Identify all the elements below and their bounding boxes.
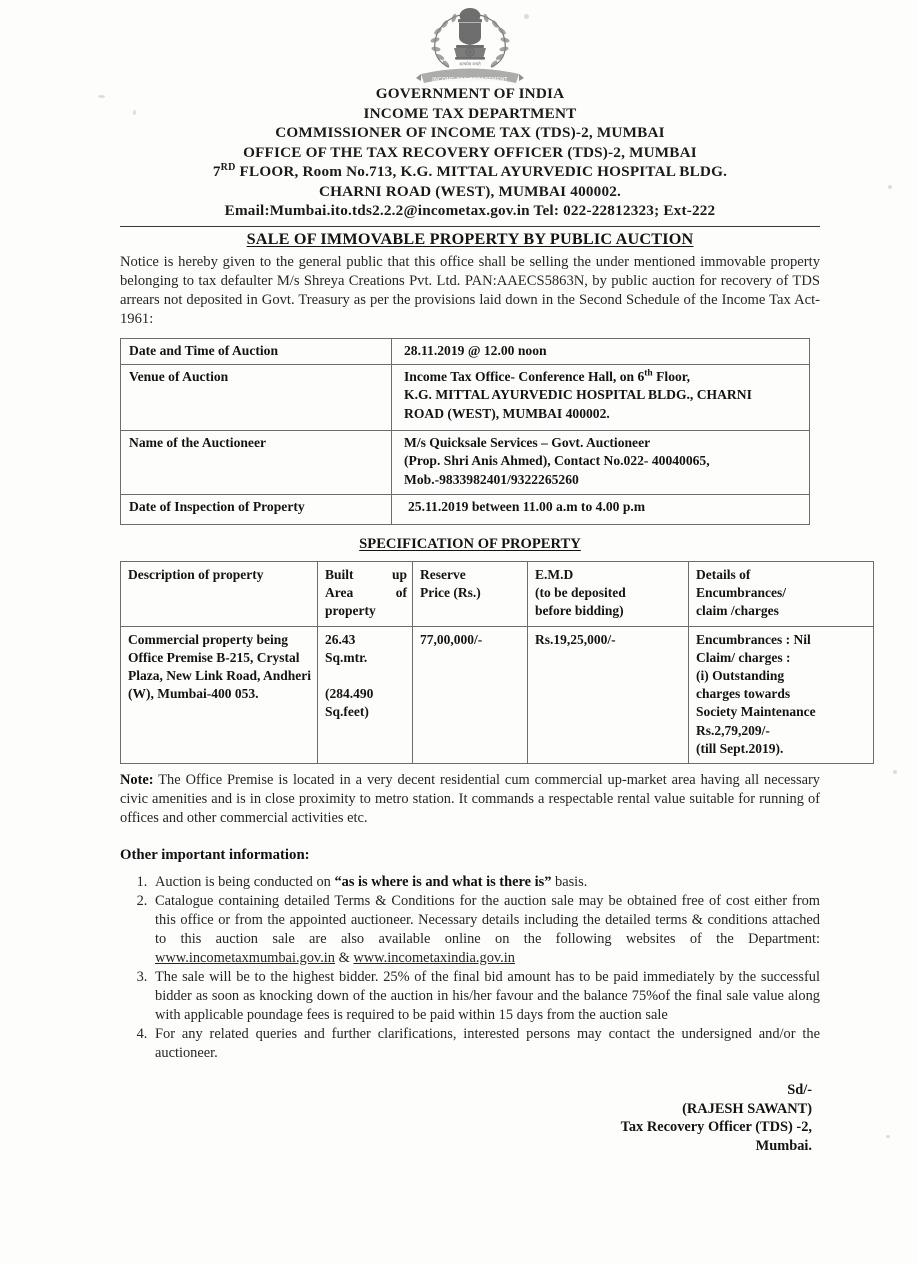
signature-designation: Tax Recovery Officer (TDS) -2, xyxy=(620,1119,812,1136)
auctioneer-line1: M/s Quicksale Services – Govt. Auctioneer xyxy=(404,434,651,450)
built-up-line1 xyxy=(325,566,407,584)
list-item: 3. The sale will be to the highest bidder. 25% of the final bid amount has to be paid immediately by the successful bidder as soon as knocking down of the auction in his/her favour and the balance 75%of the final sale value along with applicable poundage fees is required to be paid within 15 days from the auction sale xyxy=(151,968,820,1025)
encumbrance-hdr-line3: claim /charges xyxy=(696,603,779,619)
signature-name: (RAJESH SAWANT) xyxy=(682,1100,812,1117)
venue-floor-ordinal: th xyxy=(644,368,653,379)
header-line-office: OFFICE OF THE TAX RECOVERY OFFICER (TDS)-2, MUMBAI xyxy=(243,143,697,161)
cell-label-auctioneer: Name of the Auctioneer xyxy=(121,430,392,494)
header-line-commissioner: COMMISSIONER OF INCOME TAX (TDS)-2, MUMBAI xyxy=(275,124,665,141)
page-title: SALE OF IMMOVABLE PROPERTY BY PUBLIC AUCTION xyxy=(246,229,694,248)
area-sqmtr-unit: Sq.mtr. xyxy=(325,649,368,665)
cell-value-inspection: 25.11.2019 between 11.00 a.m to 4.00 p.m xyxy=(392,494,810,524)
signature-sd: Sd/- xyxy=(787,1081,812,1098)
header-line-address xyxy=(120,162,820,182)
auctioneer-line3: Mob.-9833982401/9322265260 xyxy=(404,471,579,487)
emblem-motto: सत्यमेव जयते xyxy=(459,61,481,67)
emd-line2: (to be deposited xyxy=(535,585,626,601)
scan-artifact xyxy=(893,770,897,774)
cell-label-date-time: Date and Time of Auction xyxy=(121,338,392,364)
scan-artifact xyxy=(888,185,892,189)
list-item xyxy=(151,892,820,968)
cell-emd-amount: Rs.19,25,000/- xyxy=(528,626,689,763)
item1-emphasis: “as is where is and what is there is” xyxy=(334,873,552,890)
emblem-container xyxy=(120,0,820,84)
cell-value-date-time: 28.11.2019 @ 12.00 noon xyxy=(392,338,810,364)
income-tax-department-emblem xyxy=(411,4,529,84)
area-sqfeet-value: (284.490 xyxy=(325,685,374,701)
table-row xyxy=(121,364,810,430)
table-row xyxy=(121,626,874,763)
other-information-heading: Other important information: xyxy=(120,846,310,863)
cell-value-venue xyxy=(392,364,810,430)
cell-built-up-area xyxy=(318,626,413,763)
list-item xyxy=(151,873,820,892)
header-line-department: INCOME TAX DEPARTMENT xyxy=(363,104,577,122)
area-sqmtr-value: 26.43 xyxy=(325,631,356,647)
item1-post: basis. xyxy=(551,873,588,890)
specification-table xyxy=(120,561,874,764)
note-text: The Office Premise is located in a very decent residential cum commercial up-market area having all necessary civic amenities and is in close proximity to metro station. It commands a respectable rental value suitable for running of offices and other commercial activities etc. xyxy=(120,771,820,826)
notice-paragraph: Notice is hereby given to the general public that this office shall be selling the under mentioned immovable property belonging to tax defaulter M/s Shreya Creations Pvt. Ltd. PAN:AAECS5863N, by public auction for recovery of TDS arrears not deposited in Govt. Treasury as per the provisions laid down in the Second Schedule of the Income Tax Act-1961: xyxy=(120,253,820,327)
encumbrance-line: Rs.2,79,209/- xyxy=(696,722,770,738)
venue-line1-post: Floor, xyxy=(652,368,690,384)
signature-block xyxy=(120,1081,820,1155)
encumbrance-hdr-line1: Details of xyxy=(696,566,751,582)
signature-place: Mumbai. xyxy=(755,1137,812,1154)
spacer xyxy=(325,667,407,685)
up-word: up xyxy=(391,566,407,582)
table-row xyxy=(121,338,810,364)
cell-label-inspection: Date of Inspection of Property xyxy=(121,494,392,524)
encumbrance-line: (i) Outstanding xyxy=(696,667,785,683)
item2-separator: & xyxy=(334,949,354,966)
floor-number: 7 xyxy=(212,163,221,180)
header-line-govt: GOVERNMENT OF INDIA xyxy=(375,85,565,102)
of-word: of xyxy=(395,585,407,601)
encumbrance-hdr-line2: Encumbrances/ xyxy=(696,585,787,601)
col-header-reserve-price xyxy=(413,561,528,626)
document-content xyxy=(120,0,820,1155)
link-incometaxindia[interactable]: www.incometaxindia.gov.in xyxy=(353,949,515,966)
item2-text: Catalogue containing detailed Terms & Conditions for the auction sale may be obtained free of cost either from this office or from the appointed auctioneer. Necessary details including the detailed terms & conditions attached to this auction sale are also available online on the following websites of the Department: xyxy=(155,892,820,947)
venue-line3: ROAD (WEST), MUMBAI 400002. xyxy=(404,405,610,421)
cell-encumbrances-details xyxy=(689,626,874,763)
auction-details-table xyxy=(120,338,810,525)
col-header-built-up-area xyxy=(318,561,413,626)
note-paragraph xyxy=(120,771,820,828)
header-block xyxy=(120,84,820,221)
encumbrance-line: Encumbrances : Nil xyxy=(696,631,811,647)
encumbrance-line: Claim/ charges : xyxy=(696,649,791,665)
floor-address-rest: FLOOR, Room No.713, K.G. MITTAL AYURVEDIC HOSPITAL BLDG. xyxy=(235,163,728,180)
scan-artifact xyxy=(886,1135,890,1138)
header-divider xyxy=(120,226,820,227)
specification-title: SPECIFICATION OF PROPERTY xyxy=(359,535,581,552)
built-up-line3: property xyxy=(325,603,376,619)
venue-line1-pre: Income Tax Office- Conference Hall, on 6 xyxy=(404,368,645,384)
table-row xyxy=(121,494,810,524)
other-information-list xyxy=(120,873,820,1063)
venue-line2: K.G. MITTAL AYURVEDIC HOSPITAL BLDG., CHARNI xyxy=(404,387,752,403)
area-word: Area xyxy=(325,585,354,601)
link-incometaxmumbai[interactable]: www.incometaxmumbai.gov.in xyxy=(155,949,335,966)
reserve-line2: Price (Rs.) xyxy=(420,585,481,601)
encumbrance-line: charges towards xyxy=(696,686,791,702)
scan-artifact xyxy=(98,95,105,98)
emd-line3: before bidding) xyxy=(535,603,624,619)
col-header-emd xyxy=(528,561,689,626)
cell-reserve-price: 77,00,000/- xyxy=(413,626,528,763)
cell-property-description: Commercial property being Office Premise B-215, Crystal Plaza, New Link Road, Andheri (W), Mumbai-400 053. xyxy=(121,626,318,763)
table-header-row xyxy=(121,561,874,626)
note-label: Note: xyxy=(120,771,154,788)
col-header-encumbrances xyxy=(689,561,874,626)
svg-text:INCOME TAX DEPARTMENT: INCOME TAX DEPARTMENT xyxy=(432,77,508,84)
table-row xyxy=(121,430,810,494)
header-line-contact: Email:Mumbai.ito.tds2.2.2@incometax.gov.in Tel: 022-22812323; Ext-222 xyxy=(224,202,716,219)
area-sqfeet-unit: Sq.feet) xyxy=(325,704,369,720)
cell-value-auctioneer xyxy=(392,430,810,494)
built-up-line2 xyxy=(325,584,407,602)
reserve-line1: Reserve xyxy=(420,566,466,582)
col-header-description: Description of property xyxy=(121,561,318,626)
header-line-city: CHARNI ROAD (WEST), MUMBAI 400002. xyxy=(318,182,622,200)
list-item: 4. For any related queries and further clarifications, interested persons may contact the undersigned and/or the auctioneer. xyxy=(151,1025,820,1063)
built-word: Built xyxy=(325,566,354,582)
emblem-banner xyxy=(416,69,524,84)
item1-pre: Auction is being conducted on xyxy=(155,873,335,890)
encumbrance-line: Society Maintenance xyxy=(696,704,816,720)
cell-label-venue: Venue of Auction xyxy=(121,364,392,430)
encumbrance-line: (till Sept.2019). xyxy=(696,740,784,756)
floor-ordinal-suffix: RD xyxy=(220,161,236,173)
auctioneer-line2: (Prop. Shri Anis Ahmed), Contact No.022- 40040065, xyxy=(404,453,710,469)
emd-line1: E.M.D xyxy=(535,566,574,582)
